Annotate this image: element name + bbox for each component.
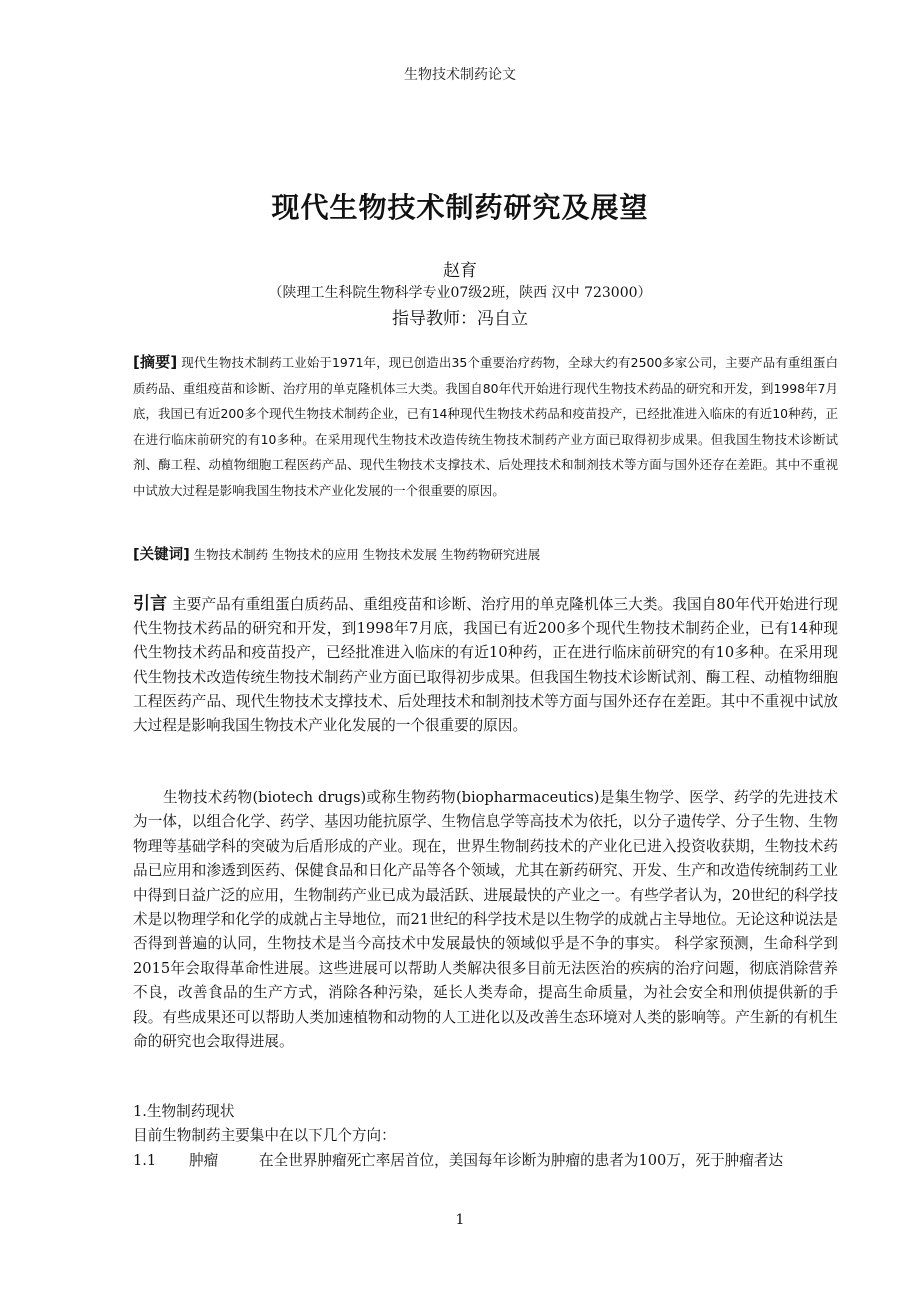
author-name: 赵育 bbox=[443, 261, 477, 281]
abstract-text: 现代生物技术制药工业始于1971年，现已创造出35个重要治疗药物，全球大约有2500多家公司，主要产品有重组蛋白质药品、重组疫苗和诊断、治疗用的单克隆机体三大类。我国自80年代开始进行现代生物技术药品的研究和开发，到1998年7月底，我国已有近200多个现代生物技术制药企业，已有14种现代生物技术药品和疫苗投产，已经批准进入临床的有近10种药，正在进行临床前研究的有10多种。在采用现代生物技术改造传统生物技术制药产业方面已取得初步成果。但我国生物技术诊断试剂、酶工程、动植物细胞工程医药产品、现代生物技术支撑技术、后处理技术和制剂技术等方面与国外还存在差距。其中不重视中试放大过程是影响我国生物技术产业化发展的一个很重要的原因。 bbox=[133, 355, 838, 498]
keywords-label: [关键词] bbox=[133, 547, 190, 563]
item-text: 在全世界肿瘤死亡率居首位，美国每年诊断为肿瘤的患者为100万，死于肿瘤者达 bbox=[259, 1151, 784, 1169]
section-1 bbox=[133, 1100, 838, 1173]
introduction-label: 引言 bbox=[133, 594, 168, 614]
running-header: 生物技术制药论文 bbox=[404, 67, 516, 83]
abstract-block bbox=[133, 350, 838, 503]
section-intro-line: 目前生物制药主要集中在以下几个方向： bbox=[133, 1127, 396, 1145]
paper-title: 现代生物技术制药研究及展望 bbox=[271, 191, 649, 224]
section-item bbox=[133, 1149, 838, 1173]
section-heading: 1.生物制药现状 bbox=[133, 1103, 235, 1120]
item-topic: 肿瘤 bbox=[189, 1151, 219, 1169]
item-number: 1.1 bbox=[133, 1151, 157, 1169]
keywords-block bbox=[133, 544, 838, 566]
introduction-paragraph bbox=[133, 592, 838, 738]
introduction-text: 主要产品有重组蛋白质药品、重组疫苗和诊断、治疗用的单克隆机体三大类。我国自80年代开始进行现代生物技术药品的研究和开发，到1998年7月底，我国已有近200多个现代生物技术制药企业，已有14种现代生物技术药品和疫苗投产，已经批准进入临床的有近10种药，正在进行临床前研究的有10多种。在采用现代生物技术改造传统生物技术制药产业方面已取得初步成果。但我国生物技术诊断试剂、酶工程、动植物细胞工程医药产品、现代生物技术支撑技术、后处理技术和制剂技术等方面与国外还存在差距。其中不重视中试放大过程是影响我国生物技术产业化发展的一个很重要的原因。 bbox=[133, 596, 839, 735]
keywords-text: 生物技术制药 生物技术的应用 生物技术发展 生物药物研究进展 bbox=[193, 547, 541, 562]
page-number: 1 bbox=[455, 1212, 465, 1228]
advisor-line: 指导教师：冯自立 bbox=[392, 309, 528, 329]
author-affiliation: （陕理工生科院生物科学专业07级2班，陕西 汉中 723000） bbox=[268, 285, 652, 301]
abstract-label: [摘要] bbox=[133, 353, 178, 371]
body-paragraph: 生物技术药物(biotech drugs)或称生物药物(biopharmaceutics)是集生物学、医学、药学的先进技术为一体，以组合化学、药学、基因功能抗原学、生物信息学等高技术为依托，以分子遗传学、分子生物、生物物理等基础学科的突破为后盾形成的产业。现在，世界生物制药技术的产业化已进入投资收获期，生物技术药品已应用和渗透到医药、保健食品和日化产品等各个领域，尤其在新药研究、开发、生产和改造传统制药工业中得到日益广泛的应用，生物制药产业已成为最活跃、进展最快的产业之一。有些学者认为，20世纪的科学技术是以物理学和化学的成就占主导地位，而21世纪的科学技术是以生物学的成就占主导地位。无论这种说法是否得到普遍的认同，生物技术是当今高技术中发展最快的领域似乎是不争的事实。 科学家预测，生命科学到2015年会取得革命性进展。这些进展可以帮助人类解决很多目前无法医治的疾病的治疗问题，彻底消除营养不良，改善食品的生产方式，消除各种污染，延长人类寿命，提高生命质量，为社会安全和刑侦提供新的手段。有些成果还可以帮助人类加速植物和动物的人工进化以及改善生态环境对人类的影响等。产生新的有机生命的研究也会取得进展。 bbox=[133, 789, 838, 1051]
